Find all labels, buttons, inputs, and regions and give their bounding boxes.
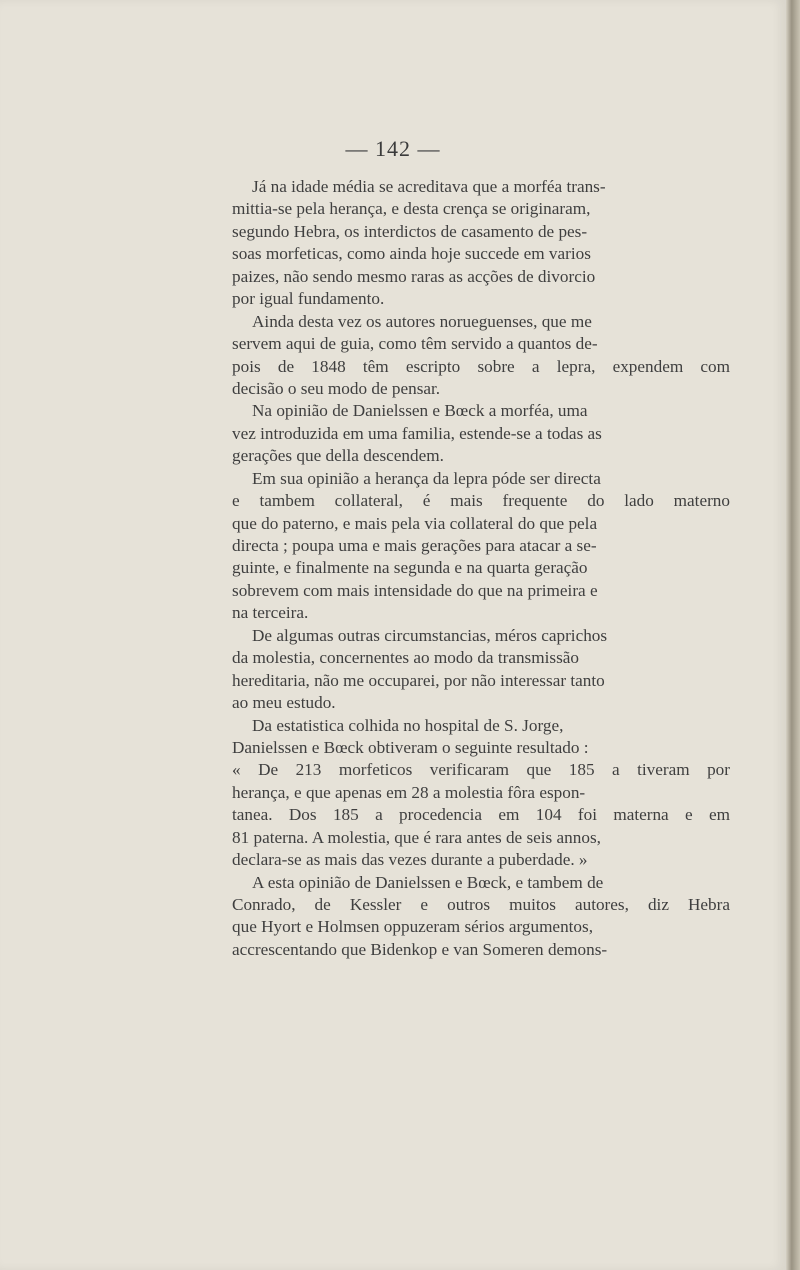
body-text (232, 176, 730, 961)
text-line: Já na idade média se acreditava que a morféa trans- (252, 177, 606, 196)
text-line: sobrevem com mais intensidade do que na primeira e (232, 580, 598, 600)
text-line: Em sua opinião a herança da lepra póde ser directa (252, 468, 601, 488)
text-line: De algumas outras circumstancias, méros caprichos (252, 625, 608, 645)
text-line: tanea. Dos 185 a procedencia em 104 foi materna e em (232, 805, 730, 825)
text-line: da molestia, concernentes ao modo da transmissão (232, 648, 579, 668)
text-line: por igual fundamento. (232, 289, 385, 309)
text-line: Na opinião de Danielssen e Bœck a morféa, uma (252, 401, 588, 421)
page-edge (786, 0, 800, 1270)
text-line: 81 paterna. A molestia, que é rara antes de seis annos, (232, 827, 601, 847)
text-line: paizes, não sendo mesmo raras as acções de divorcio (232, 266, 596, 286)
text-line: declara-se as mais das vezes durante a puberdade. » (232, 850, 588, 870)
text-line: Da estatistica colhida no hospital de S. Jorge, (252, 715, 564, 735)
text-line: mittia-se pela herança, e desta crença se originaram, (232, 199, 591, 219)
text-line: soas morfeticas, como ainda hoje succede em varios (232, 244, 591, 264)
text-line: decisão o seu modo de pensar. (232, 378, 441, 398)
text-line: Danielssen e Bœck obtiveram o seguinte resultado : (232, 737, 589, 757)
text-line: vez introduzida em uma familia, estende-se a todas as (232, 423, 602, 443)
text-line: gerações que della descendem. (232, 446, 444, 466)
text-line: ao meu estudo. (232, 693, 336, 713)
page-number: — 142 — (345, 136, 441, 161)
text-line: que Hyort e Holmsen oppuzeram sérios argumentos, (232, 917, 594, 937)
text-line: na terceira. (232, 603, 309, 623)
text-line: que do paterno, e mais pela via collateral do que pela (232, 513, 598, 533)
text-line: « De 213 morfeticos verificaram que 185 a tiveram por (232, 760, 730, 780)
text-line: accrescentando que Bidenkop e van Someren demons- (232, 939, 608, 959)
text-line: pois de 1848 têm escripto sobre a lepra, expendem com (232, 356, 730, 376)
text-line: directa ; poupa uma e mais gerações para atacar a se- (232, 536, 597, 555)
text-line: e tambem collateral, é mais frequente do lado materno (232, 491, 730, 511)
text-line: guinte, e finalmente na segunda e na quarta geração (232, 558, 588, 578)
text-line: Ainda desta vez os autores norueguenses, que me (252, 311, 592, 331)
text-line: servem aqui de guia, como têm servido a quantos de- (232, 334, 598, 354)
text-line: Conrado, de Kessler e outros muitos autores, diz Hebra (232, 895, 730, 914)
text-line: segundo Hebra, os interdictos de casamento de pes- (232, 221, 588, 241)
text-line: hereditaria, não me occuparei, por não interessar tanto (232, 670, 605, 690)
text-line: A esta opinião de Danielssen e Bœck, e tambem de (252, 872, 604, 892)
text-line: herança, e que apenas em 28 a molestia fôra espon- (232, 782, 586, 802)
